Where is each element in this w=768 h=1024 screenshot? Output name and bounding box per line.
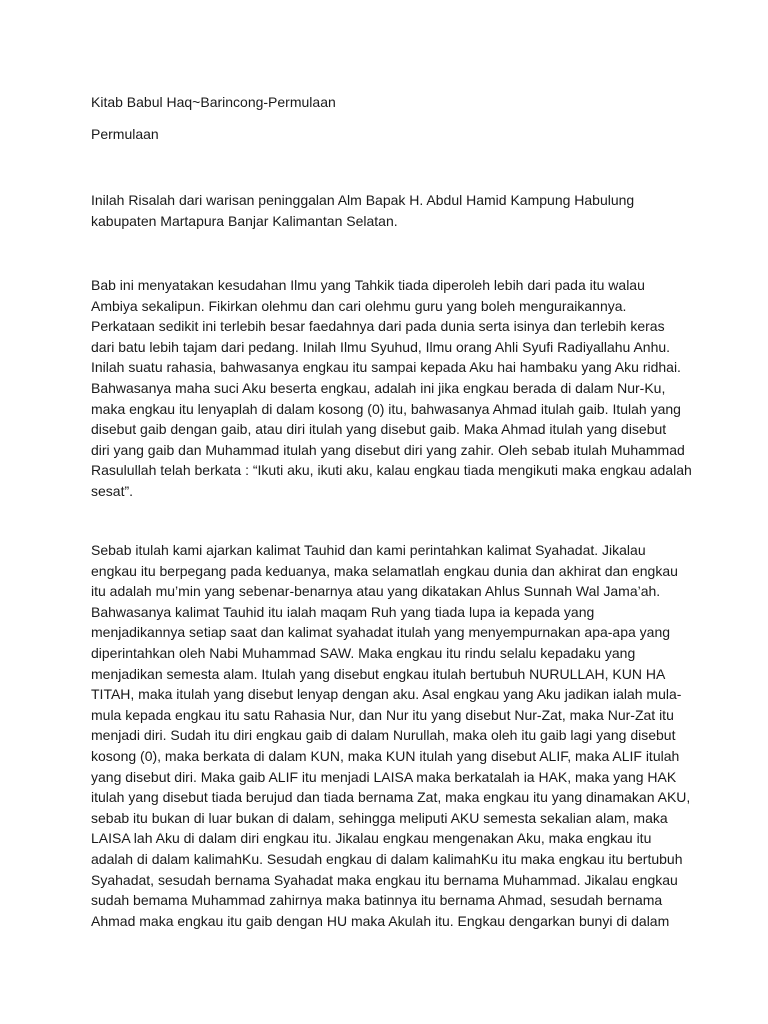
paragraph-line: sesat”.	[91, 482, 134, 499]
paragraph-line: Inilah Risalah dari warisan peninggalan Alm Bapak H. Abdul Hamid Kampung Habulung	[91, 192, 635, 208]
paragraph-line: mula kepada engkau itu satu Rahasia Nur, dan Nur itu yang disebut Nur-Zat, maka Nur-Zat itu	[91, 706, 674, 723]
paragraph-line: Rasulullah telah berkata : “Ikuti aku, ikuti aku, kalau engkau tiada mengikuti maka engkau adalah	[91, 462, 692, 479]
paragraph-tauhid	[91, 540, 691, 931]
paragraph-line: itulah yang disebut tiada berujud dan tiada bernama Zat, maka engkau itu yang dinamakan AKU,	[91, 789, 691, 806]
paragraph-line: itu adalah mu’min yang sebenar-benarnya atau yang dikatakan Ahlus Sunnah Wal Jama’ah.	[91, 583, 661, 600]
paragraph-line: sudah bemama Muhammad zahirnya maka batinnya itu bernama Ahmad, sesudah bernama	[91, 892, 663, 909]
paragraph-line: Sebab itulah kami ajarkan kalimat Tauhid dan kami perintahkan kalimat Syahadat. Jikalau	[91, 542, 646, 558]
paragraph-line: Ambiya sekalipun. Fikirkan olehmu dan cari olehmu guru yang boleh menguraikannya.	[91, 297, 627, 314]
paragraph-line: maka engkau itu lenyaplah di dalam kosong (0) itu, bahwasanya Ahmad itulah gaib. Itulah yang	[91, 400, 681, 417]
paragraph-line: disebut gaib dengan gaib, atau diri itulah yang disebut gaib. Maka Ahmad itulah yang disebut	[91, 421, 667, 438]
paragraph-line: menjadi diri. Sudah itu diri engkau gaib di dalam Nurullah, maka oleh itu gaib lagi yang disebut	[91, 727, 676, 744]
paragraph-line: diri yang gaib dan Muhammad itulah yang disebut diri yang zahir. Oleh sebab itulah Muhammad	[91, 441, 685, 458]
paragraph-line: yang disebut diri. Maka gaib ALIF itu menjadi LAISA maka berkatalah ia HAK, maka yang HAK	[91, 768, 677, 785]
paragraph-line: Bahwasanya maha suci Aku beserta engkau, adalah ini jika engkau berada di dalam Nur-Ku,	[91, 379, 666, 396]
paragraph-line: Bahwasanya kalimat Tauhid itu ialah maqam Ruh yang tiada lupa ia kepada yang	[91, 603, 595, 620]
paragraph-line: LAISA lah Aku di dalam diri engkau itu. Jikalau engkau mengenakan Aku, maka engkau itu	[91, 830, 652, 847]
paragraph-line: dari batu lebih tajam dari pedang. Inilah Ilmu Syuhud, Ilmu orang Ahli Syufi Radiyallahu Anhu.	[91, 338, 671, 355]
paragraph-line: diperintahkan oleh Nabi Muhammad SAW. Maka engkau itu rindu selalu kepadaku yang	[91, 644, 636, 661]
paragraph-line: Ahmad maka engkau itu gaib dengan HU maka Akulah itu. Engkau dengarkan bunyi di dalam	[91, 912, 670, 929]
paragraph-line: sebab itu bukan di luar bukan di dalam, sehingga meliputi AKU semesta sekalian alam, maka	[91, 809, 668, 826]
paragraph-line: menjadikan semesta alam. Itulah yang disebut engkau itulah bertubuh NURULLAH, KUN HA	[91, 665, 666, 682]
paragraph-line: menjadikannya setiap saat dan kalimat syahadat itulah yang menyempurnakan apa-apa yang	[91, 624, 671, 641]
paragraph-line: Syahadat, sesudah bernama Syahadat maka engkau itu bernama Muhammad. Jikalau engkau	[91, 871, 678, 888]
paragraph-line: Inilah suatu rahasia, bahwasanya engkau itu sampai kepada Aku hai hambaku yang Aku ridhai.	[91, 359, 681, 376]
document-title: Kitab Babul Haq~Barincong-Permulaan	[91, 94, 336, 110]
paragraph-intro	[91, 190, 686, 231]
paragraph-line: Perkataan sedikit ini terlebih besar faedahnya dari pada dunia serta isinya dan terlebih keras	[91, 318, 665, 335]
paragraph-bab	[91, 275, 692, 502]
paragraph-line: kabupaten Martapura Banjar Kalimantan Selatan.	[91, 212, 398, 229]
paragraph-line: adalah di dalam kalimahKu. Sesudah engkau di dalam kalimahKu itu maka engkau itu bertubuh	[91, 850, 683, 867]
section-heading: Permulaan	[91, 126, 159, 142]
paragraph-line: TITAH, maka itulah yang disebut lenyap dengan aku. Asal engkau yang Aku jadikan ialah mula-	[91, 686, 682, 703]
paragraph-line: kosong (0), maka berkata di dalam KUN, maka KUN itulah yang disebut ALIF, maka ALIF itulah	[91, 747, 680, 764]
document-body	[91, 91, 692, 929]
paragraph-line: Bab ini menyatakan kesudahan Ilmu yang Tahkik tiada diperoleh lebih dari pada itu walau	[91, 277, 645, 293]
paragraph-line: engkau itu berpegang pada keduanya, maka selamatlah engkau dunia dan akhirat dan engkau	[91, 562, 678, 579]
